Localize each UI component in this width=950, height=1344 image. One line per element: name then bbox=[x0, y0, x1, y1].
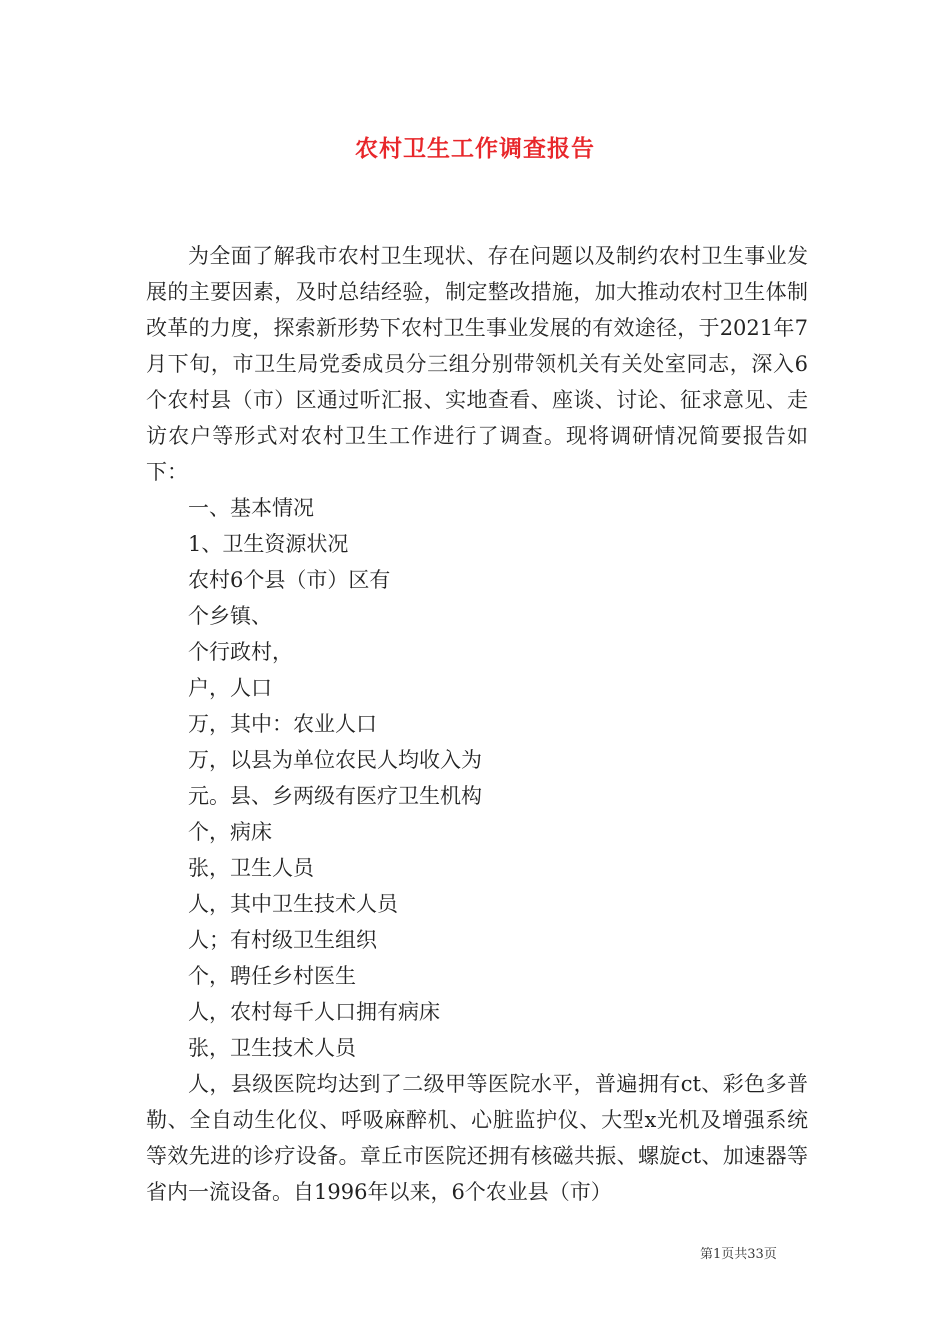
text-line: 个，病床 bbox=[188, 820, 272, 844]
text-line: 万，以县为单位农民人均收入为 bbox=[188, 748, 482, 772]
text-line: 个，聘任乡村医生 bbox=[188, 964, 356, 988]
text-line: 个行政村， bbox=[188, 640, 293, 664]
text-line: 个乡镇、 bbox=[188, 604, 272, 628]
intro-paragraph: 为全面了解我市农村卫生现状、存在问题以及制约农村卫生事业发展的主要因素，及时总结经验，制定整改措施，加大推动农村卫生体制改革的力度，探索新形势下农村卫生事业发展的有效途径，于2021年7月下旬，市卫生局党委成员分三组分别带领机关有关处室同志，深入6个农村县（市）区通过听汇报、实地查看、座谈、讨论、征求意见、走访农户等形式对农村卫生工作进行了调查。现将调研情况简要报告如下： bbox=[146, 244, 808, 484]
text-line: 万，其中：农业人口 bbox=[188, 712, 377, 736]
section-heading: 一、基本情况 bbox=[188, 496, 314, 520]
document-body bbox=[146, 238, 808, 1210]
text-line: 张，卫生技术人员 bbox=[188, 1036, 356, 1060]
text-line: 元。县、乡两级有医疗卫生机构 bbox=[188, 784, 482, 808]
text-line: 人，农村每千人口拥有病床 bbox=[188, 1000, 440, 1024]
document-title: 农村卫生工作调查报告 bbox=[355, 135, 595, 162]
text-line: 户，人口 bbox=[188, 676, 272, 700]
text-line: 人，其中卫生技术人员 bbox=[188, 892, 398, 916]
subsection-heading: 1、卫生资源状况 bbox=[188, 532, 349, 556]
text-line: 张，卫生人员 bbox=[188, 856, 314, 880]
page-number: 第1页共33页 bbox=[700, 1247, 777, 1262]
text-line: 人；有村级卫生组织 bbox=[188, 928, 377, 952]
text-line: 农村6个县（市）区有 bbox=[188, 568, 391, 592]
closing-paragraph: 人，县级医院均达到了二级甲等医院水平，普遍拥有ct、彩色多普勒、全自动生化仪、呼吸麻醉机、心脏监护仪、大型x光机及增强系统等效先进的诊疗设备。章丘市医院还拥有核磁共振、螺旋ct、加速器等省内一流设备。自1996年以来，6个农业县（市） bbox=[146, 1072, 808, 1204]
